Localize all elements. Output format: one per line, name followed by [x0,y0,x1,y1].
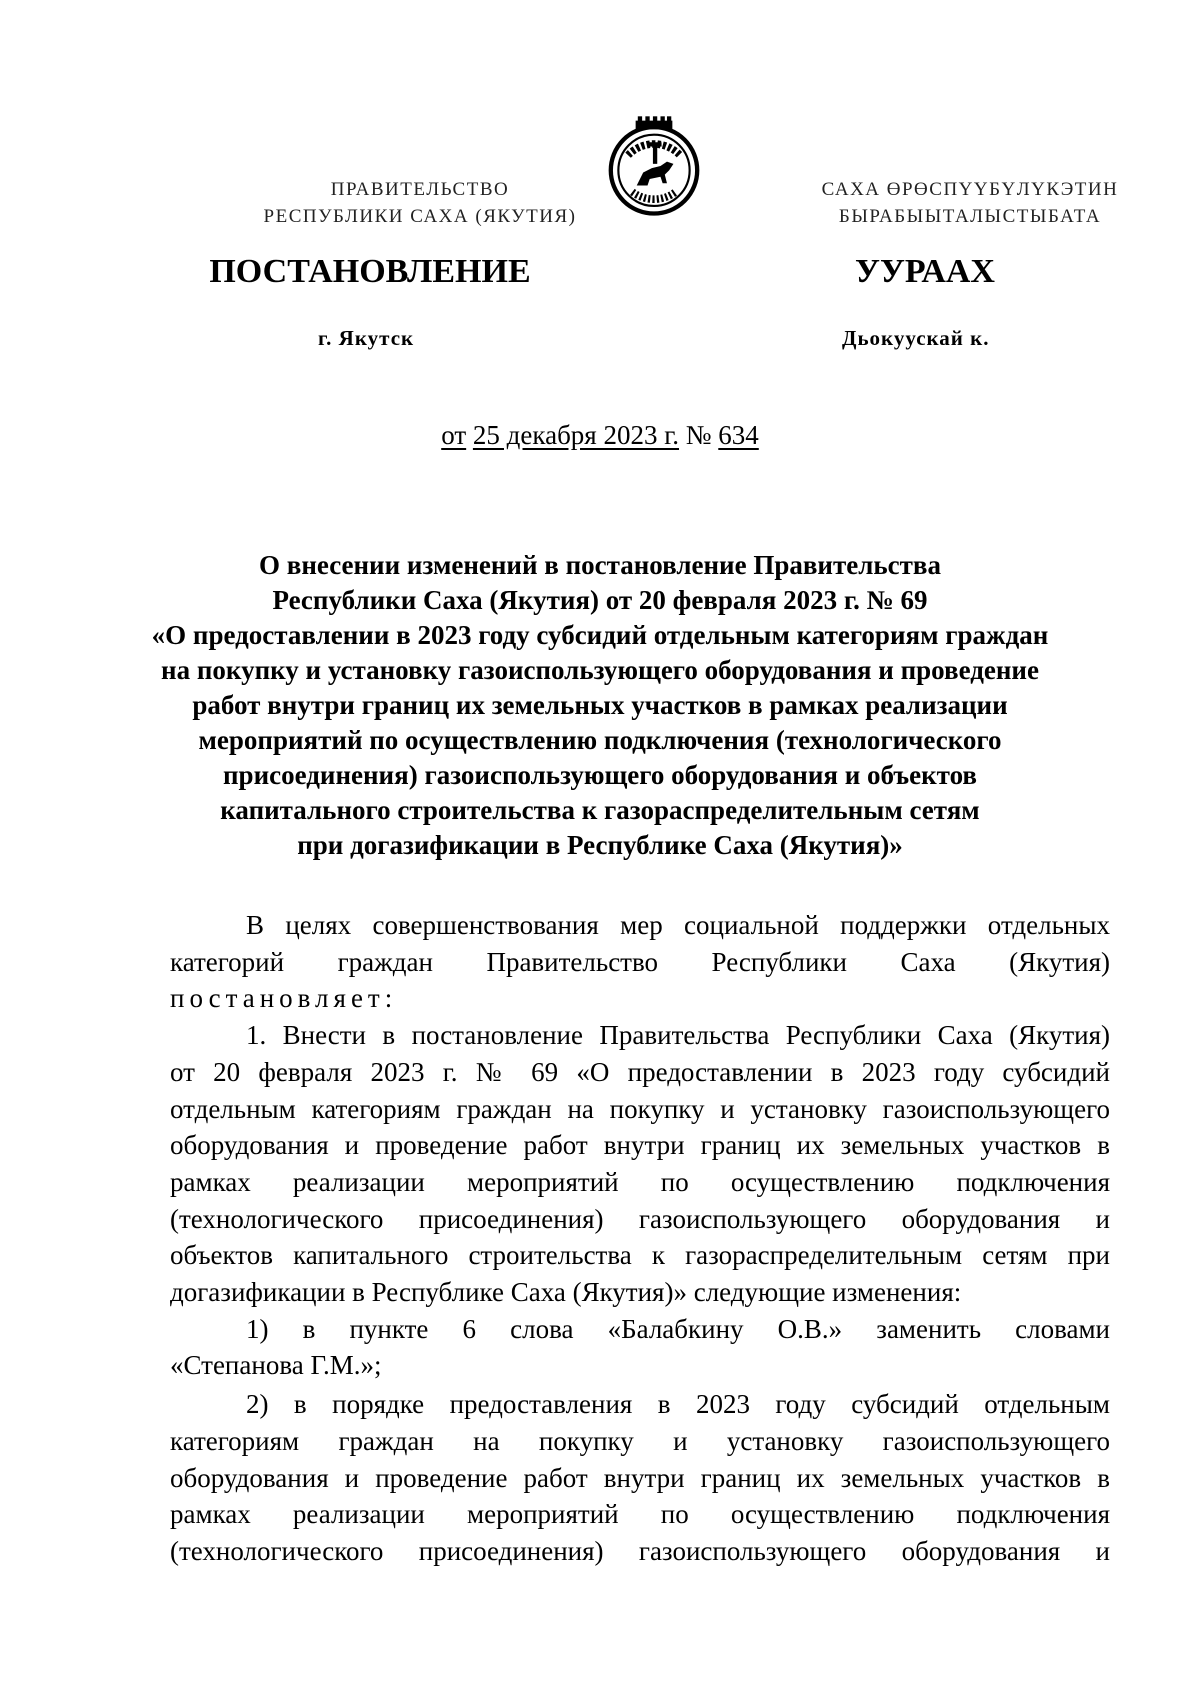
document-date: 25 декабря 2023 г. [472,420,680,450]
intro-line: категорий граждан Правительство Республики Саха (Якутия) [170,946,1110,977]
intro-line-decree: постановляет: [170,983,398,1014]
item-line: отдельным категориям граждан на покупку и установку газоиспользующего [170,1093,1110,1124]
title-line: капитального строительства к газораспределительным сетям [220,795,980,825]
item-line: объектов капитального строительства к газораспределительным сетям при [170,1240,1110,1271]
document-title [130,548,1070,863]
document-number: 634 [718,420,759,450]
item-line: рамках реализации мероприятий по осуществлению подключения [170,1499,1110,1530]
item-line: догазификации в Республике Саха (Якутия)» следующие изменения: [170,1277,962,1308]
item-line: оборудования и проведение работ внутри границ их земельных участков в [170,1130,1110,1161]
item-line: (технологического присоединения) газоиспользующего оборудования и [170,1535,1110,1566]
issuer-line: САХА ӨРӨСПҮҮБҮЛҮКЭТИН [821,179,1119,200]
title-line: на покупку и установку газоиспользующего оборудования и проведение [161,655,1039,685]
item-line: оборудования и проведение работ внутри границ их земельных участков в [170,1462,1110,1493]
issuer-line: БЫРАБЫЫТАЛЫСТЫБАТА [838,206,1102,227]
document-type-russian: ПОСТАНОВЛЕНИЕ [209,253,531,290]
sub-item-1 [170,1311,1110,1384]
issuer-line: РЕСПУБЛИКИ САХА (ЯКУТИЯ) [263,206,577,227]
title-line: работ внутри границ их земельных участков в рамках реализации [192,690,1008,720]
item-line: 2) в порядке предоставления в 2023 году субсидий отдельным [246,1389,1110,1420]
number-sign: № [685,420,712,450]
item-line: 1) в пункте 6 слова «Балабкину О.В.» заменить словами [246,1313,1110,1344]
item-line: (технологического присоединения) газоиспользующего оборудования и [170,1203,1110,1234]
title-line: О внесении изменений в постановление Правительства [259,550,941,580]
city-yakut: Дьокуускай к. [842,326,990,350]
title-line: Республики Саха (Якутия) от 20 февраля 2023 г. № 69 [272,585,928,615]
sub-item-2 [170,1386,1110,1570]
document-dateline [0,420,1200,451]
document-body [170,907,1110,1570]
title-line: мероприятий по осуществлению подключения (технологического [198,725,1002,755]
issuer-name-yakut [735,176,1200,230]
item-1 [170,1017,1110,1311]
item-line: 1. Внести в постановление Правительства Республики Саха (Якутия) [246,1020,1110,1051]
item-line: от 20 февраля 2023 г. № 69 «О предоставлении в 2023 году субсидий [170,1056,1110,1087]
item-line: категориям граждан на покупку и установку газоиспользующего [170,1425,1110,1456]
date-prefix: от [441,420,467,450]
title-line: присоединения) газоиспользующего оборудования и объектов [223,760,977,790]
intro-line: В целях совершенствования мер социальной поддержки отдельных [246,910,1110,940]
issuer-line: ПРАВИТЕЛЬСТВО [330,179,510,200]
item-line: «Степанова Г.М.»; [170,1350,382,1381]
coat-of-arms-emblem-icon [600,112,708,220]
city-russian: г. Якутск [318,326,415,350]
title-line: «О предоставлении в 2023 году субсидий отдельным категориям граждан [151,620,1049,650]
item-line: рамках реализации мероприятий по осуществлению подключения [170,1166,1110,1197]
title-line: при догазификации в Республике Саха (Якутия)» [297,830,903,860]
issuer-name-russian [185,176,655,230]
document-type-yakut: УУРААХ [855,253,995,290]
